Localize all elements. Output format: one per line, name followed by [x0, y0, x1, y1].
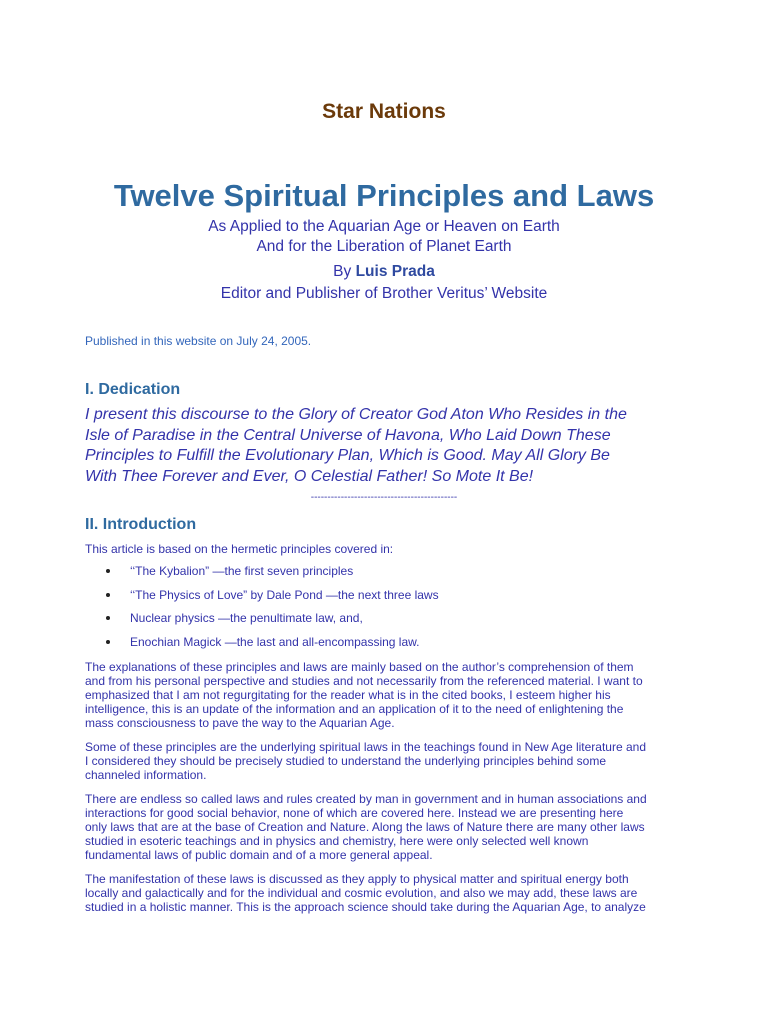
- dedication-text: [85, 405, 685, 487]
- paragraph-line: emphasized that I am not regurgitating for the reader what is in the cited books, I esteem higher his: [85, 688, 611, 702]
- paragraph-line: studied in a holistic manner. This is the approach science should take during the Aquarian Age, to analyze: [85, 900, 646, 914]
- list-item-text: Enochian Magick —the last and all-encompassing law.: [130, 634, 420, 649]
- paragraph-laws: [85, 792, 685, 862]
- paragraph-line: interactions for good social behavior, none of which are covered here. Instead we are presenting here: [85, 806, 624, 820]
- dedication-line: Isle of Paradise in the Central Universe of Havona, Who Laid Down These: [85, 426, 611, 444]
- introduction-heading: II. Introduction: [85, 516, 197, 533]
- author-name: Luis Prada: [355, 263, 435, 280]
- paragraph-new-age: [85, 740, 685, 782]
- bullet-icon: [106, 616, 110, 620]
- paragraph-explanations: [85, 660, 685, 730]
- dedication-line: With Thee Forever and Ever, O Celestial Father! So Mote It Be!: [85, 467, 534, 485]
- list-item-text: ‘‘The Kybalion” —the first seven principles: [130, 564, 354, 578]
- list-item-text: Nuclear physics —the penultimate law, and,: [130, 611, 363, 625]
- paragraph-line: The explanations of these principles and laws are mainly based on the author’s comprehension of them: [85, 660, 634, 674]
- bullet-icon: [106, 593, 110, 597]
- bullet-icon: [106, 640, 110, 644]
- document-title: Twelve Spiritual Principles and Laws: [113, 178, 655, 213]
- site-title: Star Nations: [322, 100, 446, 123]
- subtitle-line-2: And for the Liberation of Planet Earth: [256, 238, 512, 255]
- bullet-icon: [106, 569, 110, 573]
- introduction-lead: This article is based on the hermetic principles covered in:: [85, 542, 394, 556]
- published-date: Published in this website on July 24, 2005.: [85, 334, 312, 348]
- paragraph-line: I considered they should be precisely studied to understand the underlying principles behind some: [85, 754, 606, 768]
- paragraph-line: studied in esoteric teachings and in physics and chemistry, here were only selected well known: [85, 834, 589, 848]
- dedication-line: Principles to Fulfill the Evolutionary Plan, Which is Good. May All Glory Be: [85, 447, 610, 464]
- paragraph-line: The manifestation of these laws is discussed as they apply to physical matter and spiritual energy both: [85, 872, 629, 886]
- paragraph-line: mass consciousness to pave the way to the Aquarian Age.: [85, 716, 395, 730]
- list-item: [100, 635, 439, 659]
- subtitle-line-1: As Applied to the Aquarian Age or Heaven on Earth: [208, 218, 560, 235]
- paragraph-line: fundamental laws of public domain and of a more general appeal.: [85, 848, 433, 862]
- paragraph-line: There are endless so called laws and rules created by man in government and in human associations and: [85, 792, 647, 806]
- list-item-text: ‘‘The Physics of Love” by Dale Pond —the next three laws: [130, 587, 439, 602]
- paragraph-line: only laws that are at the base of Creation and Nature. Along the laws of Nature there are many other laws: [85, 820, 645, 834]
- paragraph-line: locally and galactically and for the individual and cosmic evolution, and also we may add, these laws are: [85, 886, 638, 900]
- dedication-heading: I. Dedication: [85, 381, 181, 398]
- dedication-line: I present this discourse to the Glory of Creator God Aton Who Resides in the: [85, 406, 627, 423]
- paragraph-line: Some of these principles are the underlying spiritual laws in the teachings found in New Age literature and: [85, 740, 646, 754]
- list-item: [100, 588, 439, 612]
- section-divider: --------------------------------------------: [310, 492, 458, 503]
- paragraph-manifestation: [85, 872, 685, 914]
- byline: [0, 263, 768, 281]
- list-item: [100, 611, 439, 635]
- list-item: [100, 564, 439, 588]
- sources-list: [100, 564, 439, 658]
- paragraph-line: and from his personal perspective and studies and not necessarily from the referenced material. I want to: [85, 674, 643, 688]
- paragraph-line: channeled information.: [85, 768, 207, 782]
- paragraph-line: intelligence, this is an update of the information and an application of it to the need of enlightening the: [85, 702, 624, 716]
- by-prefix: By: [333, 263, 352, 280]
- author-role: Editor and Publisher of Brother Veritus’ Website: [220, 285, 548, 302]
